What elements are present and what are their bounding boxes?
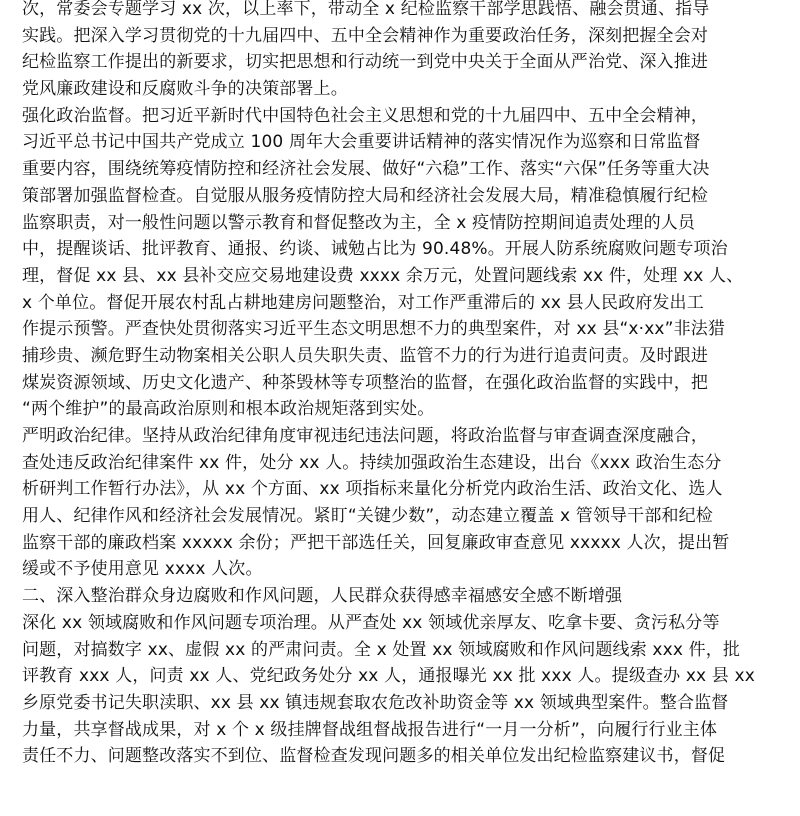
text-line: 习近平总书记中国共产党成立 100 周年大会重要讲话精神的落实情况作为巡察和日常监督	[22, 132, 701, 153]
text-line: “两个维护”的最高政治原则和根本政治规矩落到实处。	[22, 399, 435, 420]
text-line: 纪检监察工作提出的新要求，切实把思想和行动统一到党中央关于全面从严治党、深入推进	[22, 52, 708, 73]
text-line: 次，常委会专题学习 xx 次，以上率下，带动全 x 纪检监察干部学思践悟、融会贯通、指导	[22, 0, 710, 19]
text-line: x 个单位。督促开展农村乱占耕地建房问题整治，对工作严重滞后的 xx 县人民政府发出工	[22, 292, 704, 313]
section-heading: 二、深入整治群众身边腐败和作风问题，人民群众获得感幸福感安全感不断增强	[22, 586, 623, 607]
text-line: 重要内容，围绕统筹疫情防控和经济社会发展、做好“六稳”工作、落实“六保”任务等重大决	[22, 159, 710, 180]
text-line: 用人、纪律作风和经济社会发展情况。紧盯“关键少数”，动态建立覆盖 x 管领导干部和纪检	[22, 506, 713, 527]
text-line: 监察干部的廉政档案 xxxxx 余份；严把干部选任关，回复廉政审查意见 xxxxx 人次，提出暂	[22, 532, 730, 553]
text-line: 煤炭资源领域、历史文化遗产、种茶毁林等专项整治的监督，在强化政治监督的实践中，把	[22, 372, 708, 393]
text-line: 理，督促 xx 县、xx 县补交应交易地建设费 xxxx 余万元，处置问题线索 xx 件，处理 xx 人、	[22, 265, 744, 286]
paragraph-start-line: 严明政治纪律。坚持从政治纪律角度审视违纪违法问题，将政治监督与审查调查深度融合，	[22, 426, 708, 446]
text-line: 责任不力、问题整改落实不到位、监督检查发现问题多的相关单位发出纪检监察建议书，督促	[22, 746, 726, 767]
text-line: 实践。把深入学习贯彻党的十九届四中、五中全会精神作为重要政治任务，深刻把握全会对	[22, 25, 708, 46]
text-line: 问题，对搞数字 xx、虚假 xx 的严肃问责。全 x 处置 xx 领域腐败和作风问题线索 xxx 件，批	[22, 639, 741, 660]
text-line: 党风廉政建设和反腐败斗争的决策部署上。	[22, 79, 348, 100]
text-line: 策部署加强监督检查。自觉服从服务疫情防控大局和经济社会发展大局，精准稳慎履行纪检	[22, 185, 708, 206]
text-line: 监察职责，对一般性问题以警示教育和督促整改为主，全 x 疫情防控期间追责处理的人员	[22, 212, 696, 233]
text-line: 力量，共享督战成果，对 x 个 x 级挂牌督战组督战报告进行“一月一分析”，向履行行业主体	[22, 719, 718, 740]
text-line: 乡原党委书记失职渎职、xx 县 xx 镇违规套取农危改补助资金等 xx 领域典型案件。整合监督	[22, 692, 729, 713]
paragraph-start-line: 强化政治监督。把习近平新时代中国特色社会主义思想和党的十九届四中、五中全会精神，	[22, 105, 708, 126]
paragraph-start-line: 深化 xx 领域腐败和作风问题专项治理。从严查处 xx 领域优亲厚友、吃拿卡要、贪污私分等	[22, 612, 720, 633]
text-line: 析研判工作暂行办法》，从 xx 个方面、xx 项指标来量化分析党内政治生活、政治文化、选人	[22, 479, 723, 500]
text-line: 捕珍贵、濒危野生动物案相关公职人员失职失责、监管不力的行为进行追责问责。及时跟进	[22, 345, 708, 366]
text-line: 评教育 xxx 人，问责 xx 人、党纪政务处分 xx 人，通报曝光 xx 批 xxx 人。提级查办 xx 县 xx	[22, 666, 755, 687]
text-line: 中，提醒谈话、批评教育、通报、约谈、诫勉占比为 90.48%。开展人防系统腐败问题专项治	[22, 239, 728, 260]
text-line: 查处违反政治纪律案件 xx 件，处分 xx 人。持续加强政治生态建设，出台《xxx 政治生态分	[22, 452, 722, 473]
text-line: 缓或不予使用意见 xxxx 人次。	[22, 559, 263, 580]
text-line: 作提示预警。严查快处贯彻落实习近平生态文明思想不力的典型案件，对 xx 县“x·xx”非法猎	[22, 319, 726, 340]
